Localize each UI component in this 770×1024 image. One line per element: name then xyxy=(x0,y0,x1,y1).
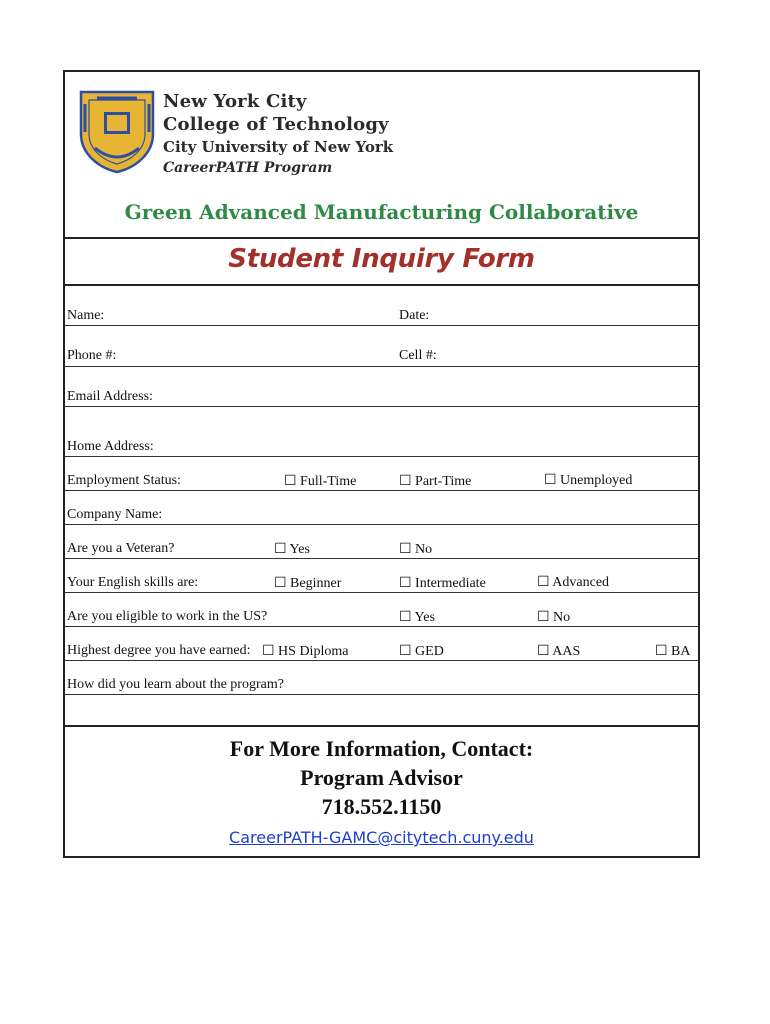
institution-line3: City University of New York xyxy=(163,138,394,156)
contact-heading: For More Information, Contact: xyxy=(229,736,534,761)
institution-line1: New York City xyxy=(163,91,307,112)
row-divider xyxy=(65,592,698,593)
cell-field-label[interactable]: Cell #: xyxy=(399,348,437,363)
institution-line2: College of Technology xyxy=(163,114,389,135)
row-divider xyxy=(65,490,698,491)
degree-hs-diploma-checkbox[interactable]: ☐ HS Diploma xyxy=(262,644,349,659)
row-divider xyxy=(65,694,698,695)
company-name-field-label[interactable]: Company Name: xyxy=(67,507,163,522)
veteran-yes-checkbox[interactable]: ☐ Yes xyxy=(274,542,310,557)
referral-source-label[interactable]: How did you learn about the program? xyxy=(67,677,284,692)
contact-email-link[interactable]: CareerPATH-GAMC@citytech.cuny.edu xyxy=(229,828,534,847)
row-divider xyxy=(65,366,698,367)
eligible-no-checkbox[interactable]: ☐ No xyxy=(537,610,571,625)
collaborative-name: Green Advanced Manufacturing Collaborative xyxy=(124,200,639,224)
row-divider xyxy=(65,558,698,559)
form-title: Student Inquiry Form xyxy=(228,244,535,274)
degree-ged-checkbox[interactable]: ☐ GED xyxy=(399,644,444,659)
inquiry-form xyxy=(63,70,700,858)
divider xyxy=(65,237,698,239)
divider xyxy=(65,284,698,286)
eligible-yes-checkbox[interactable]: ☐ Yes xyxy=(399,610,435,625)
contact-phone: 718.552.1150 xyxy=(321,794,442,819)
contact-email xyxy=(65,828,698,847)
english-intermediate-checkbox[interactable]: ☐ Intermediate xyxy=(399,576,486,591)
home-address-field-label[interactable]: Home Address: xyxy=(67,439,154,454)
institution-name xyxy=(163,90,393,178)
row-divider xyxy=(65,660,698,661)
divider xyxy=(65,725,698,727)
form-header xyxy=(65,72,698,238)
veteran-question-label: Are you a Veteran? xyxy=(67,541,175,556)
work-eligibility-label: Are you eligible to work in the US? xyxy=(67,609,268,624)
program-name: CareerPATH Program xyxy=(163,160,333,176)
row-divider xyxy=(65,406,698,407)
college-seal-logo xyxy=(77,90,157,174)
english-skills-label: Your English skills are: xyxy=(67,575,199,590)
employment-part-time-checkbox[interactable]: ☐ Part-Time xyxy=(399,474,472,489)
english-advanced-checkbox[interactable]: ☐ Advanced xyxy=(537,575,610,590)
row-divider xyxy=(65,524,698,525)
degree-ba-checkbox[interactable]: ☐ BA xyxy=(655,644,691,659)
highest-degree-label: Highest degree you have earned: xyxy=(67,643,251,658)
employment-unemployed-checkbox[interactable]: ☐ Unemployed xyxy=(544,473,633,488)
date-field-label[interactable]: Date: xyxy=(399,308,430,323)
employment-status-label: Employment Status: xyxy=(67,473,181,488)
degree-aas-checkbox[interactable]: ☐ AAS xyxy=(537,644,581,659)
contact-role: Program Advisor xyxy=(300,765,463,790)
row-divider xyxy=(65,325,698,326)
name-field-label[interactable]: Name: xyxy=(67,308,105,323)
english-beginner-checkbox[interactable]: ☐ Beginner xyxy=(274,576,342,591)
employment-full-time-checkbox[interactable]: ☐ Full-Time xyxy=(284,474,357,489)
row-divider xyxy=(65,626,698,627)
email-field-label[interactable]: Email Address: xyxy=(67,389,153,404)
phone-field-label[interactable]: Phone #: xyxy=(67,348,117,363)
row-divider xyxy=(65,456,698,457)
veteran-no-checkbox[interactable]: ☐ No xyxy=(399,542,433,557)
